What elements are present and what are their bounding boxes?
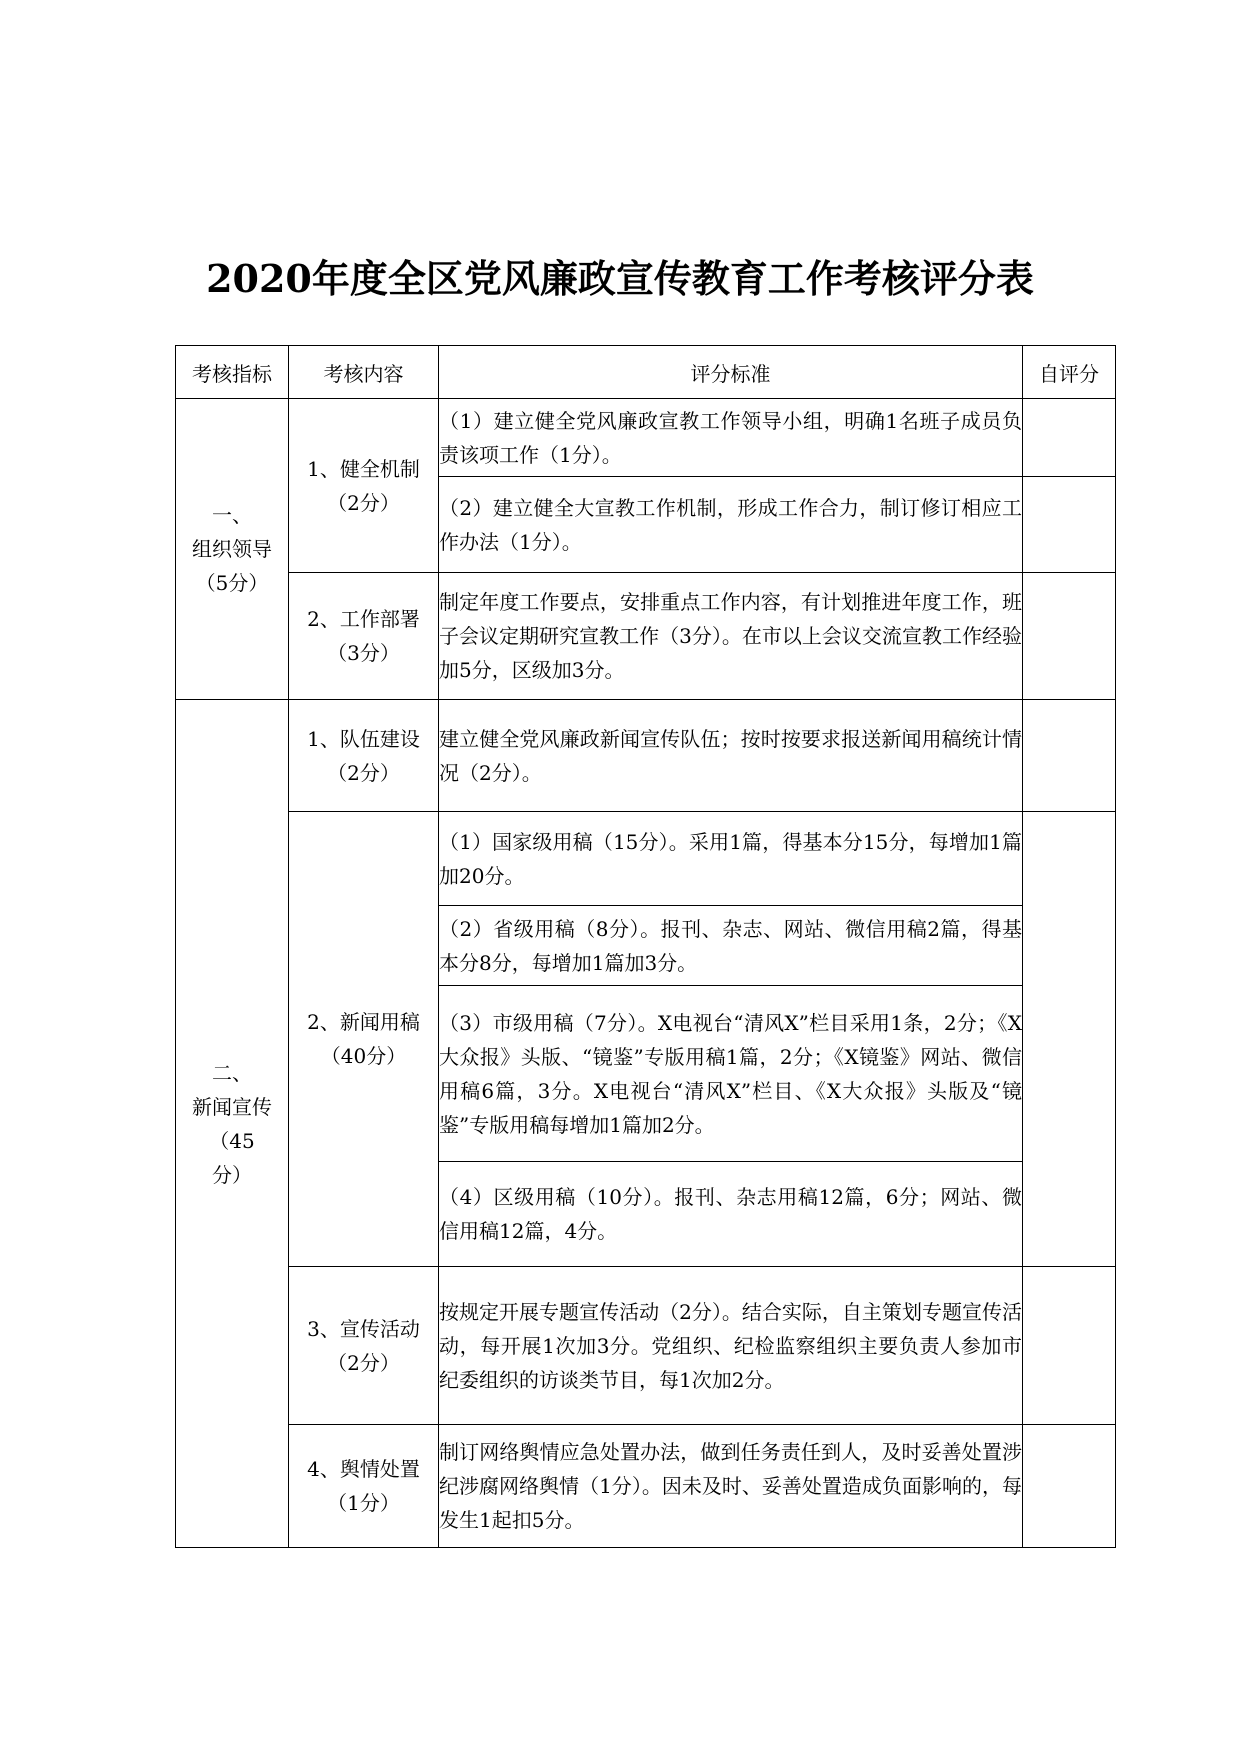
table-row bbox=[176, 700, 1116, 812]
content-public-opinion bbox=[289, 1425, 439, 1548]
self-score-cell[interactable] bbox=[1023, 1425, 1116, 1548]
self-score-cell[interactable] bbox=[1023, 1267, 1116, 1425]
table-row bbox=[176, 812, 1116, 906]
content-points: （2分） bbox=[327, 760, 400, 785]
table-header-row bbox=[176, 346, 1116, 399]
content-label: 1、队伍建设 bbox=[307, 726, 420, 751]
indicator-points: （5分） bbox=[195, 571, 269, 595]
indicator-number: 二、 bbox=[212, 1060, 252, 1085]
criteria-cell: 按规定开展专题宣传活动（2分）。结合实际，自主策划专题宣传活动，每开展1次加3分。党组织、纪检监察组织主要负责人参加市纪委组织的访谈类节目，每1次加2分。 bbox=[439, 1267, 1023, 1425]
indicator-label: 组织领导 bbox=[192, 537, 272, 561]
content-label: 2、新闻用稿 bbox=[307, 1010, 420, 1034]
criteria-cell: （2）建立健全大宣教工作机制，形成工作合力，制订修订相应工作办法（1分）。 bbox=[439, 477, 1023, 573]
content-label: 1、健全机制 bbox=[307, 456, 420, 481]
page-title: 2020年度全区党风廉政宣传教育工作考核评分表 bbox=[206, 256, 1034, 301]
content-publicity-activities bbox=[289, 1267, 439, 1425]
criteria-cell: 建立健全党风廉政新闻宣传队伍；按时按要求报送新闻用稿统计情况（2分）。 bbox=[439, 700, 1023, 812]
content-deployment bbox=[289, 573, 439, 700]
self-score-cell[interactable] bbox=[1023, 812, 1116, 1267]
self-score-cell[interactable] bbox=[1023, 700, 1116, 812]
self-score-cell[interactable] bbox=[1023, 399, 1116, 477]
content-points: （3分） bbox=[327, 641, 400, 665]
content-label: 4、舆情处置 bbox=[307, 1457, 420, 1481]
self-score-cell[interactable] bbox=[1023, 477, 1116, 573]
criteria-cell: （3）市级用稿（7分）。X电视台“清风X”栏目采用1条，2分；《X大众报》头版、“镜鉴”专版用稿1篇，2分；《X镜鉴》网站、微信用稿6篇，3分。X电视台“清风X”栏目、《X大众报》头版及“镜鉴”专版用稿每增加1篇加2分。 bbox=[439, 986, 1023, 1162]
criteria-cell: 制定年度工作要点，安排重点工作内容，有计划推进年度工作，班子会议定期研究宣教工作（3分）。在市以上会议交流宣教工作经验加5分，区级加3分。 bbox=[439, 573, 1023, 700]
indicator-organization-leadership bbox=[176, 399, 289, 700]
criteria-cell: 制订网络舆情应急处置办法，做到任务责任到人，及时妥善处置涉纪涉腐网络舆情（1分）。因未及时、妥善处置造成负面影响的，每发生1起扣5分。 bbox=[439, 1425, 1023, 1548]
table-row bbox=[176, 1425, 1116, 1548]
assessment-table bbox=[175, 345, 1116, 1548]
criteria-cell: （1）国家级用稿（15分）。采用1篇，得基本分15分，每增加1篇加20分。 bbox=[439, 812, 1023, 906]
header-indicator: 考核指标 bbox=[176, 346, 289, 399]
criteria-cell: （2）省级用稿（8分）。报刊、杂志、网站、微信用稿2篇，得基本分8分，每增加1篇加3分。 bbox=[439, 906, 1023, 986]
indicator-points: （45 bbox=[209, 1128, 255, 1153]
header-self-score: 自评分 bbox=[1023, 346, 1116, 399]
indicator-news-publicity bbox=[176, 700, 289, 1548]
content-mechanism bbox=[289, 399, 439, 573]
criteria-cell: （4）区级用稿（10分）。报刊、杂志用稿12篇，6分；网站、微信用稿12篇，4分。 bbox=[439, 1162, 1023, 1267]
indicator-number: 一、 bbox=[212, 503, 252, 527]
content-team-building bbox=[289, 700, 439, 812]
table-row bbox=[176, 573, 1116, 700]
self-score-cell[interactable] bbox=[1023, 573, 1116, 700]
indicator-points-suffix: 分） bbox=[212, 1162, 252, 1187]
criteria-cell: （1）建立健全党风廉政宣教工作领导小组，明确1名班子成员负责该项工作（1分）。 bbox=[439, 399, 1023, 477]
header-criteria: 评分标准 bbox=[439, 346, 1023, 399]
table-row bbox=[176, 399, 1116, 477]
content-points: （2分） bbox=[327, 1350, 400, 1375]
content-news-articles bbox=[289, 812, 439, 1267]
content-label: 2、工作部署 bbox=[307, 607, 420, 631]
header-content: 考核内容 bbox=[289, 346, 439, 399]
indicator-label: 新闻宣传 bbox=[192, 1094, 272, 1119]
content-label: 3、宣传活动 bbox=[307, 1316, 420, 1341]
table-row bbox=[176, 1267, 1116, 1425]
content-points: （1分） bbox=[327, 1491, 400, 1515]
content-points: （2分） bbox=[327, 490, 400, 515]
content-points: （40分） bbox=[320, 1044, 407, 1068]
